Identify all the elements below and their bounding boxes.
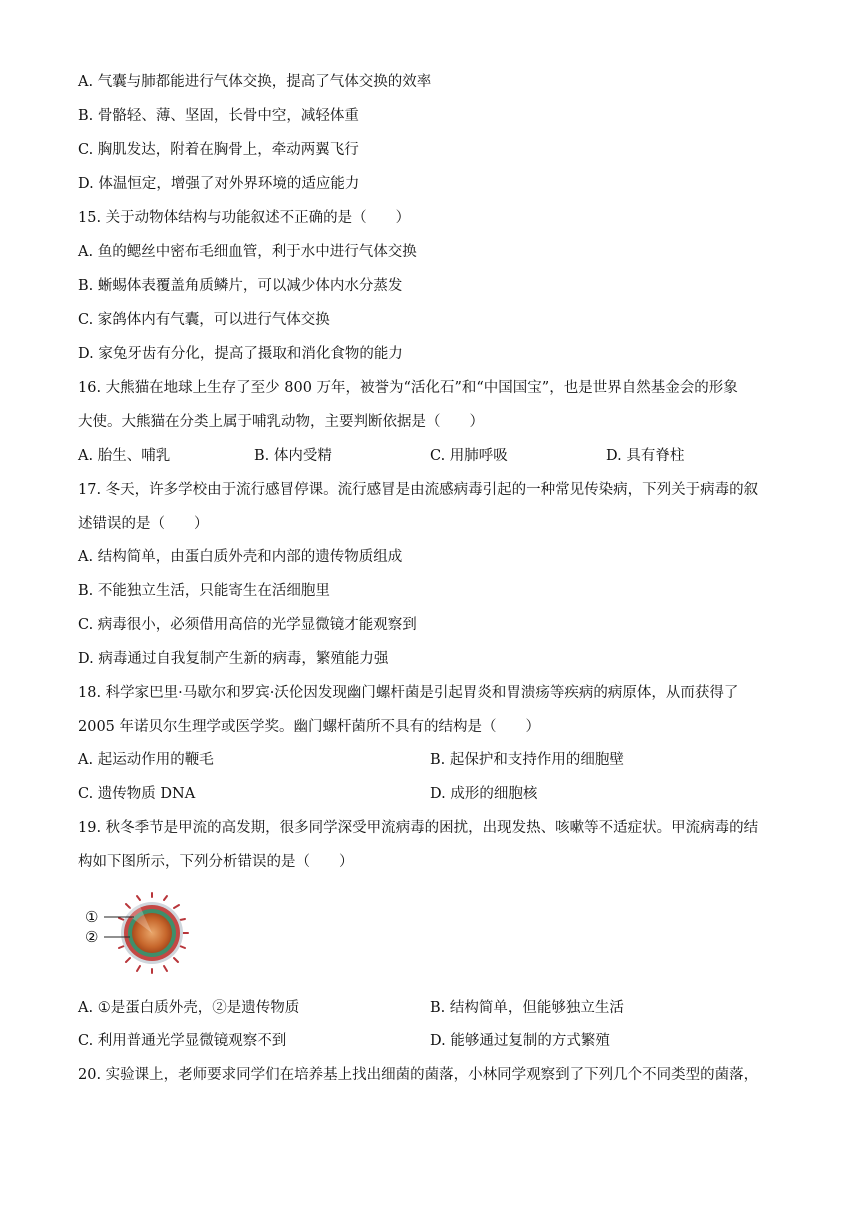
q16-stem-line1: 16. 大熊猫在地球上生存了至少 800 万年，被誉为“活化石”和“中国国宝”，也是世界自然基金会的形象 bbox=[78, 380, 738, 396]
q15-option-d: D. 家兔牙齿有分化，提高了摄取和消化食物的能力 bbox=[78, 346, 403, 362]
q19-stem-line1: 19. 秋冬季节是甲流的高发期，很多同学深受甲流病毒的困扰，出现发热、咳嗽等不适症状。甲流病毒的结 bbox=[78, 820, 759, 836]
q14-option-c: C. 胸肌发达，附着在胸骨上，牵动两翼飞行 bbox=[78, 142, 359, 158]
q18-option-b: B. 起保护和支持作用的细胞壁 bbox=[430, 752, 624, 768]
q19-option-c: C. 利用普通光学显微镜观察不到 bbox=[78, 1033, 287, 1049]
q17-option-b: B. 不能独立生活，只能寄生在活细胞里 bbox=[78, 583, 330, 599]
q16-option-d: D. 具有脊柱 bbox=[606, 448, 685, 464]
q18-stem-line2: 2005 年诺贝尔生理学或医学奖。幽门螺杆菌所不具有的结构是（ ） bbox=[78, 719, 541, 735]
q17-option-c: C. 病毒很小，必须借用高倍的光学显微镜才能观察到 bbox=[78, 617, 417, 633]
q16-stem-line2: 大使。大熊猫在分类上属于哺乳动物，主要判断依据是（ ） bbox=[78, 414, 484, 430]
q14-option-d: D. 体温恒定，增强了对外界环境的适应能力 bbox=[78, 176, 360, 192]
q15-stem: 15. 关于动物体结构与功能叙述不正确的是（ ） bbox=[78, 210, 411, 226]
q18-option-d: D. 成形的细胞核 bbox=[430, 786, 538, 802]
q18-option-c: C. 遗传物质 DNA bbox=[78, 786, 196, 802]
virus-structure-figure bbox=[84, 892, 194, 974]
q17-stem-line2: 述错误的是（ ） bbox=[78, 516, 209, 532]
q17-option-a: A. 结构简单，由蛋白质外壳和内部的遗传物质组成 bbox=[78, 549, 403, 565]
q17-option-d: D. 病毒通过自我复制产生新的病毒，繁殖能力强 bbox=[78, 651, 389, 667]
figure-label-2: ② bbox=[85, 928, 99, 946]
q18-stem-line1: 18. 科学家巴里·马歇尔和罗宾·沃伦因发现幽门螺杆菌是引起胃炎和胃溃疡等疾病的病原体，从而获得了 bbox=[78, 685, 739, 701]
q16-option-a: A. 胎生、哺乳 bbox=[78, 448, 171, 464]
q18-option-a: A. 起运动作用的鞭毛 bbox=[78, 752, 214, 768]
q14-option-b: B. 骨骼轻、薄、坚固，长骨中空，减轻体重 bbox=[78, 108, 359, 124]
q16-option-b: B. 体内受精 bbox=[254, 448, 332, 464]
q17-stem-line1: 17. 冬天，许多学校由于流行感冒停课。流行感冒是由流感病毒引起的一种常见传染病，下列关于病毒的叙 bbox=[78, 482, 759, 498]
q19-option-a: A. ①是蛋白质外壳，②是遗传物质 bbox=[78, 1000, 300, 1016]
q19-stem-line2: 构如下图所示，下列分析错误的是（ ） bbox=[78, 854, 354, 870]
figure-label-1: ① bbox=[85, 908, 99, 926]
q20-stem-line1: 20. 实验课上，老师要求同学们在培养基上找出细菌的菌落，小林同学观察到了下列几个不同类型的菌落， bbox=[78, 1067, 759, 1083]
q19-option-b: B. 结构简单，但能够独立生活 bbox=[430, 1000, 624, 1016]
q14-option-a: A. 气囊与肺都能进行气体交换，提高了气体交换的效率 bbox=[78, 74, 432, 90]
q15-option-c: C. 家鸽体内有气囊，可以进行气体交换 bbox=[78, 312, 330, 328]
q16-option-c: C. 用肺呼吸 bbox=[430, 448, 508, 464]
q15-option-b: B. 蜥蜴体表覆盖角质鳞片，可以减少体内水分蒸发 bbox=[78, 278, 403, 294]
q15-option-a: A. 鱼的鳃丝中密布毛细血管，利于水中进行气体交换 bbox=[78, 244, 417, 260]
q19-option-d: D. 能够通过复制的方式繁殖 bbox=[430, 1033, 610, 1049]
